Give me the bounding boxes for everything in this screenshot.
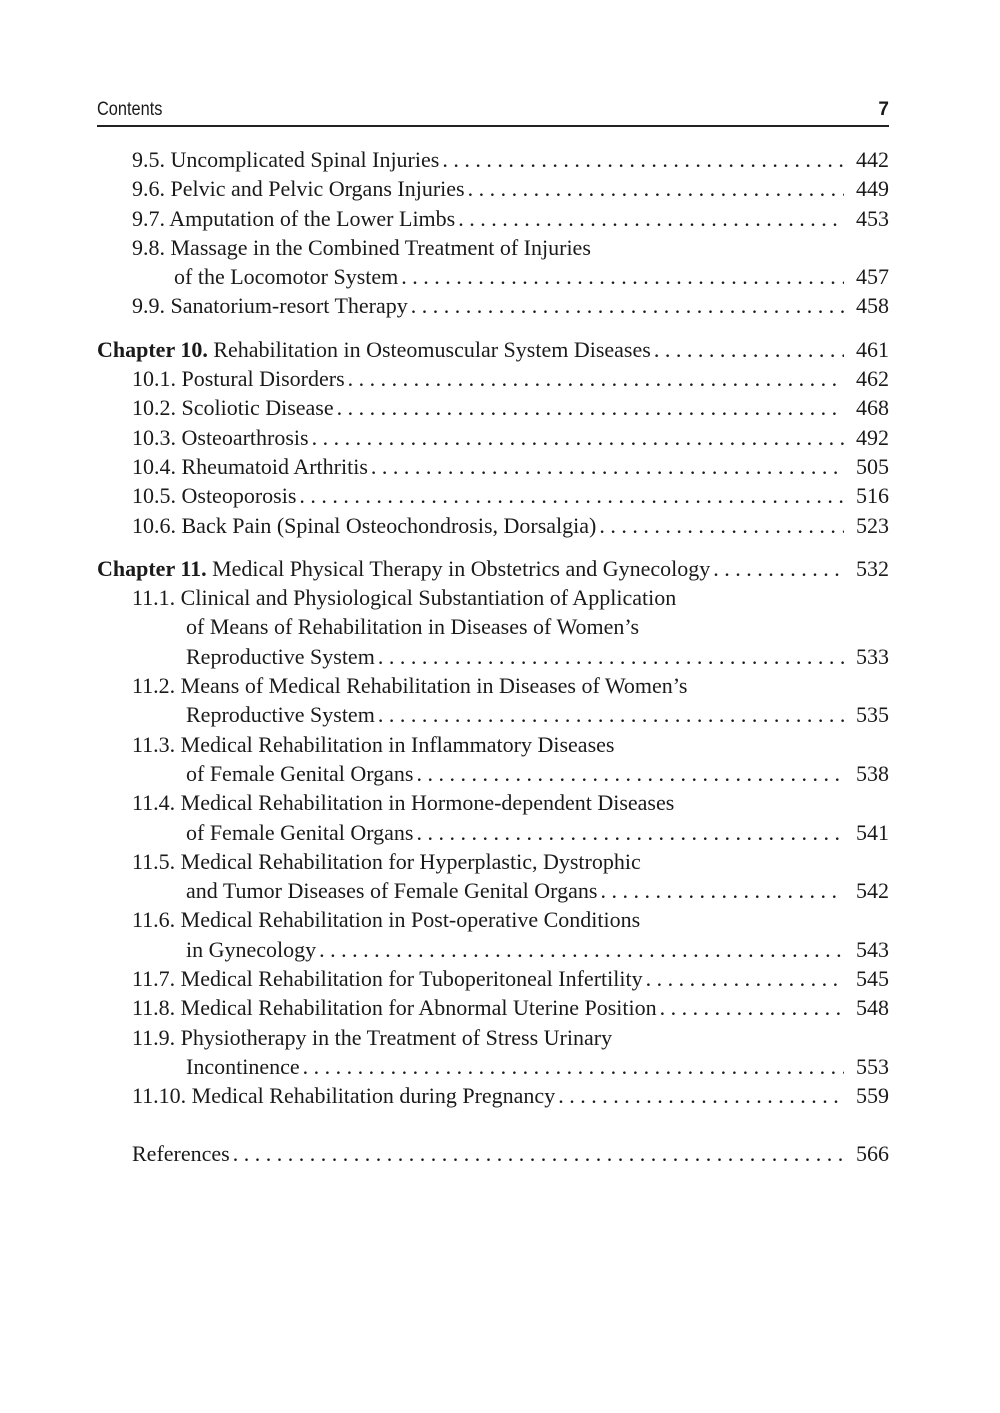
toc-entry-page: 541 [856, 819, 889, 845]
toc-entry-11-9-line2[interactable] [97, 1052, 889, 1081]
page-number: 7 [878, 99, 889, 120]
toc-entry-9-8-line1[interactable] [97, 233, 889, 262]
toc-entry-11-4-line2[interactable] [97, 818, 889, 847]
toc-entry-label: Incontinence [186, 1053, 300, 1079]
dot-leader [657, 993, 844, 1022]
toc-entry-page: 523 [856, 512, 889, 538]
spacer [97, 1111, 889, 1139]
table-of-contents [97, 145, 889, 1168]
toc-entry-label: in Gynecology [186, 936, 317, 962]
toc-entry-9-9[interactable] [97, 291, 889, 320]
toc-entry-11-1-line2[interactable] [97, 612, 889, 641]
toc-entry-label: 11.5. Medical Rehabilitation for Hyperplastic, Dystrophic [132, 848, 641, 874]
dot-leader [710, 554, 844, 583]
toc-entry-11-2-line2[interactable] [97, 700, 889, 729]
toc-entry-9-5[interactable] [97, 145, 889, 174]
dot-leader [296, 481, 844, 510]
dot-leader [334, 393, 844, 422]
toc-entry-11-3-line1[interactable] [97, 730, 889, 759]
dot-leader [309, 423, 844, 452]
dot-leader [300, 1052, 844, 1081]
toc-chapter-11[interactable] [97, 554, 889, 583]
toc-entry-page: 548 [856, 995, 889, 1021]
toc-entry-11-8[interactable] [97, 993, 889, 1022]
dot-leader [455, 204, 844, 233]
toc-entry-11-4-line1[interactable] [97, 788, 889, 817]
toc-entry-11-3-line2[interactable] [97, 759, 889, 788]
toc-entry-10-4[interactable] [97, 452, 889, 481]
dot-leader [375, 642, 844, 671]
toc-entry-label: of the Locomotor System [174, 264, 399, 290]
toc-entry-label: 10.5. Osteoporosis [132, 483, 297, 509]
toc-entry-page: 542 [856, 878, 889, 904]
chapter-title: Medical Physical Therapy in Obstetrics and Gynecology [212, 555, 711, 581]
toc-entry-label: 11.10. Medical Rehabilitation during Pregnancy [132, 1083, 556, 1109]
toc-entry-label: 10.3. Osteoarthrosis [132, 424, 309, 450]
toc-entry-11-5-line1[interactable] [97, 847, 889, 876]
toc-entry-11-7[interactable] [97, 964, 889, 993]
toc-entry-label: 10.1. Postural Disorders [132, 366, 345, 392]
toc-entry-11-1-line3[interactable] [97, 642, 889, 671]
toc-entry-label: 11.2. Means of Medical Rehabilitation in Diseases of Women’s [132, 673, 688, 699]
toc-entry-label: 10.4. Rheumatoid Arthritis [132, 453, 368, 479]
dot-leader [368, 452, 844, 481]
chapter-title: Rehabilitation in Osteomuscular System Diseases [213, 336, 651, 362]
toc-entry-11-2-line1[interactable] [97, 671, 889, 700]
toc-entry-page: 449 [856, 176, 889, 202]
dot-leader [398, 262, 844, 291]
toc-entry-label: of Female Genital Organs [186, 760, 414, 786]
toc-entry-11-6-line2[interactable] [97, 935, 889, 964]
toc-entry-10-3[interactable] [97, 423, 889, 452]
toc-entry-page: 538 [856, 760, 889, 786]
toc-entry-label: 11.9. Physiotherapy in the Treatment of Stress Urinary [132, 1024, 613, 1050]
toc-entry-10-1[interactable] [97, 364, 889, 393]
toc-references[interactable] [97, 1139, 889, 1168]
dot-leader [555, 1081, 844, 1110]
toc-entry-page: 532 [856, 555, 889, 581]
toc-entry-label: and Tumor Diseases of Female Genital Organs [186, 878, 598, 904]
spacer [97, 321, 889, 335]
toc-entry-page: 462 [856, 366, 889, 392]
running-head [97, 97, 889, 127]
toc-entry-page: 453 [856, 205, 889, 231]
toc-entry-label: 9.5. Uncomplicated Spinal Injuries [132, 147, 440, 172]
toc-entry-page: 533 [856, 643, 889, 669]
dot-leader [345, 364, 844, 393]
chapter-prefix: Chapter 10. [97, 336, 208, 362]
toc-entry-label: Reproductive System [186, 643, 375, 669]
toc-entry-label: of Means of Rehabilitation in Diseases of Women’s [186, 614, 640, 640]
toc-entry-page: 553 [856, 1053, 889, 1079]
dot-leader [651, 335, 844, 364]
toc-entry-page: 442 [856, 147, 889, 172]
toc-entry-page: 543 [856, 936, 889, 962]
toc-entry-11-6-line1[interactable] [97, 905, 889, 934]
toc-entry-page: 461 [856, 336, 889, 362]
dot-leader [408, 291, 844, 320]
dot-leader [230, 1139, 844, 1168]
toc-entry-11-1-line1[interactable] [97, 583, 889, 612]
toc-entry-page: 458 [856, 293, 889, 319]
toc-entry-label: 11.6. Medical Rehabilitation in Post-operative Conditions [132, 907, 641, 933]
toc-entry-9-6[interactable] [97, 174, 889, 203]
toc-entry-page: 505 [856, 453, 889, 479]
dot-leader [316, 935, 844, 964]
toc-entry-label: 11.4. Medical Rehabilitation in Hormone-dependent Diseases [132, 790, 675, 816]
toc-entry-page: 545 [856, 966, 889, 992]
toc-entry-page: 468 [856, 395, 889, 421]
dot-leader [375, 700, 844, 729]
toc-entry-10-6[interactable] [97, 511, 889, 540]
dot-leader [597, 876, 844, 905]
toc-chapter-10[interactable] [97, 335, 889, 364]
toc-entry-page: 559 [856, 1083, 889, 1109]
toc-entry-label: References [132, 1140, 230, 1166]
toc-entry-page: 457 [856, 264, 889, 290]
toc-entry-10-2[interactable] [97, 393, 889, 422]
spacer [97, 540, 889, 554]
toc-entry-9-8-line2[interactable] [97, 262, 889, 291]
dot-leader [413, 759, 844, 788]
dot-leader [643, 964, 844, 993]
dot-leader [465, 174, 844, 203]
chapter-prefix: Chapter 11. [97, 555, 207, 581]
toc-entry-label: Reproductive System [186, 702, 375, 728]
toc-entry-page: 535 [856, 702, 889, 728]
toc-entry-label: 9.8. Massage in the Combined Treatment of Injuries [132, 234, 591, 260]
toc-entry-label: 9.6. Pelvic and Pelvic Organs Injuries [132, 176, 465, 202]
toc-entry-page: 516 [856, 483, 889, 509]
toc-entry-label: 11.3. Medical Rehabilitation in Inflammatory Diseases [132, 731, 615, 757]
toc-entry-label: 11.1. Clinical and Physiological Substantiation of Application [132, 585, 677, 611]
running-head-title: Contents [97, 99, 163, 120]
toc-entry-page: 566 [856, 1140, 889, 1166]
dot-leader [413, 818, 844, 847]
toc-entry-page: 492 [856, 424, 889, 450]
toc-entry-label: of Female Genital Organs [186, 819, 414, 845]
toc-entry-label: 11.7. Medical Rehabilitation for Tuboperitoneal Infertility [132, 966, 643, 992]
toc-entry-label: 10.6. Back Pain (Spinal Osteochondrosis, Dorsalgia) [132, 512, 597, 538]
toc-entry-11-10[interactable] [97, 1081, 889, 1110]
dot-leader [439, 145, 844, 174]
dot-leader [596, 511, 844, 540]
toc-entry-11-5-line2[interactable] [97, 876, 889, 905]
toc-entry-11-9-line1[interactable] [97, 1023, 889, 1052]
toc-entry-label: 10.2. Scoliotic Disease [132, 395, 334, 421]
toc-entry-9-7[interactable] [97, 204, 889, 233]
toc-entry-label: 11.8. Medical Rehabilitation for Abnormal Uterine Position [132, 995, 657, 1021]
toc-entry-label: 9.9. Sanatorium-resort Therapy [132, 293, 408, 319]
toc-entry-label: 9.7. Amputation of the Lower Limbs [132, 205, 456, 231]
toc-entry-10-5[interactable] [97, 481, 889, 510]
